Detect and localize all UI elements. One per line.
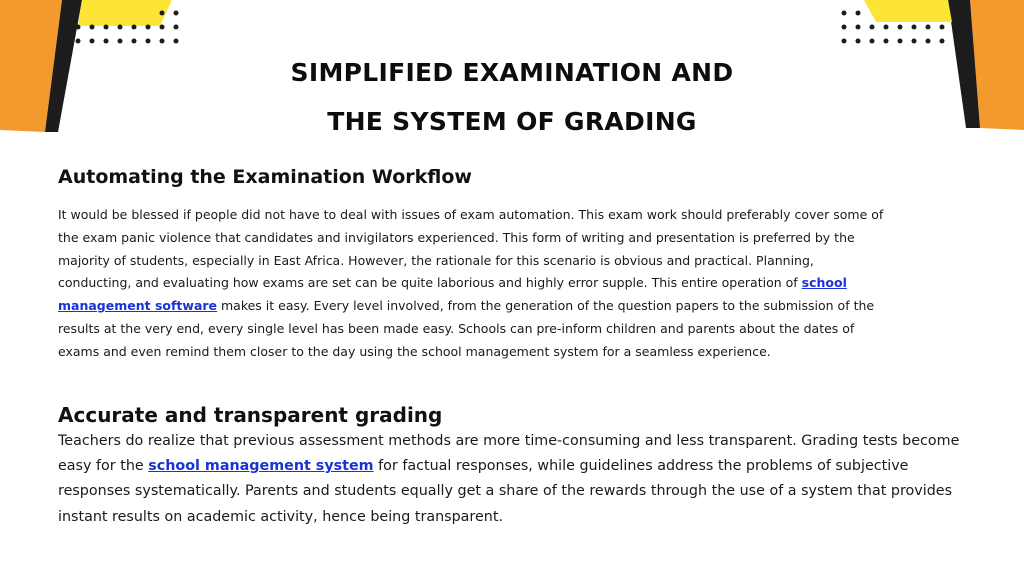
- section-paragraph-grading: [58, 429, 973, 530]
- page-title-line-2: THE SYSTEM OF GRADING: [327, 107, 697, 136]
- paragraph-text: It would be blessed if people did not have to deal with issues of exam automation. This exam work should preferably cover some of the exam panic violence that candidates and invigilators experienced. This form of writing and presentation is preferred by the majority of students, especially in East Africa. However, the rationale for this scenario is obvious and practical. Planning, conducting, and evaluating how exams are set can be quite laborious and highly error supple. This entire operation of: [58, 207, 884, 291]
- section-heading-automation: Automating the Examination Workflow: [58, 166, 472, 188]
- section-paragraph-automation: [58, 204, 888, 364]
- school-management-system-link[interactable]: school management system: [148, 458, 374, 475]
- page-title-line-1: SIMPLIFIED EXAMINATION AND: [290, 58, 734, 87]
- paragraph-text: Teachers do realize that previous assessment methods are more time-consuming and less transparent. Grading tests become easy for the: [58, 433, 960, 475]
- paragraph-text: makes it easy. Every level involved, from the generation of the question papers to the submission of the results at the very end, every single level has been made easy. Schools can pre-inform children and parents about the dates of exams and even remind them closer to the day using the school management system for a seamless experience.: [58, 298, 875, 359]
- paragraph-text: for factual responses, while guidelines address the problems of subjective responses systematically. Parents and students equally get a share of the rewards through the use of a system that provides instant results on academic activity, hence being transparent.: [58, 458, 953, 525]
- school-management-software-link[interactable]: school management software: [58, 275, 847, 314]
- section-heading-grading: Accurate and transparent grading: [58, 403, 443, 427]
